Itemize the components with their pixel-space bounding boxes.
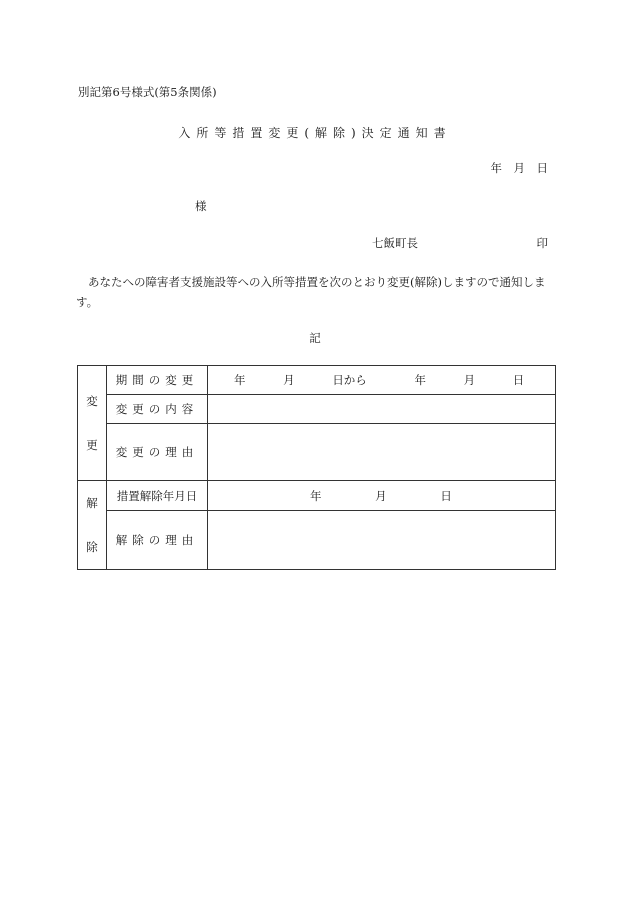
table-row	[78, 511, 556, 570]
change-content-label: 変更の内容	[107, 395, 208, 424]
from-year: 年	[234, 373, 246, 387]
release-year: 年	[310, 488, 322, 503]
table-row	[78, 395, 556, 424]
release-date-value	[208, 481, 556, 511]
release-month: 月	[375, 488, 387, 503]
release-group-char-2: 除	[86, 540, 98, 554]
release-reason-value	[208, 511, 556, 570]
document-title: 入所等措置変更(解除)決定通知書	[178, 126, 452, 140]
change-group-char-2: 更	[86, 438, 98, 452]
table-row	[78, 424, 556, 481]
date-line: 年 月 日	[490, 161, 548, 175]
issuer-name: 七飯町長	[372, 236, 418, 250]
table-row	[78, 366, 556, 395]
period-change-label: 期間の変更	[107, 366, 208, 395]
release-group-cell	[78, 481, 107, 570]
to-month: 月	[463, 373, 476, 387]
from-month: 月	[283, 373, 295, 387]
ki-heading: 記	[309, 331, 321, 345]
change-group-char-1: 変	[86, 394, 98, 408]
period-change-value	[208, 366, 556, 395]
change-content-value	[208, 395, 556, 424]
change-reason-label: 変更の理由	[107, 424, 208, 481]
record-table	[77, 365, 556, 570]
from-day: 日から	[332, 373, 367, 387]
addressee-suffix: 様	[195, 199, 207, 213]
release-day: 日	[440, 488, 452, 503]
seal-mark: 印	[536, 236, 548, 250]
to-year: 年	[414, 373, 426, 387]
change-reason-value	[208, 424, 556, 481]
release-date-label: 措置解除年月日	[107, 481, 208, 511]
table-row	[78, 481, 556, 511]
to-day: 日	[512, 373, 525, 387]
form-id: 別記第6号様式(第5条関係)	[78, 85, 217, 99]
release-reason-label: 解除の理由	[107, 511, 208, 570]
change-group-cell	[78, 366, 107, 481]
release-group-char-1: 解	[86, 496, 98, 510]
body-text: あなたへの障害者支援施設等への入所等措置を次のとおり変更(解除)しますので通知します。	[76, 275, 546, 309]
